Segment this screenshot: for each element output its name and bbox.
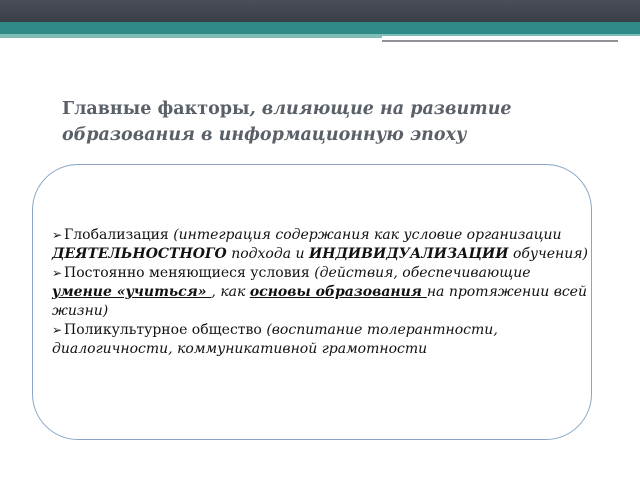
arrowhead-bullet-icon: ➢	[52, 323, 63, 337]
item-emphasis: ИНДИВИДУАЛИЗАЦИИ	[309, 246, 509, 262]
item-lead: Поликультурное общество	[64, 322, 267, 338]
arrowhead-bullet-icon: ➢	[52, 228, 63, 242]
item-text: (интеграция содержания как условие организации	[173, 227, 562, 243]
title-italic: , влияющие на развитие образования в информационную эпоху	[62, 99, 512, 145]
item-text: подхода и	[226, 246, 309, 262]
item-text: (воспитание толерантности, диалогичности, коммуникативной грамотности	[52, 322, 498, 357]
top-dark-bar	[0, 0, 640, 22]
item-text: на протяжении всей жизни)	[52, 284, 587, 319]
list-item	[52, 226, 592, 264]
decor-line-gray	[382, 40, 618, 42]
item-text: (действия, обеспечивающие	[314, 265, 531, 281]
arrowhead-bullet-icon: ➢	[52, 266, 63, 280]
factors-list	[52, 226, 592, 359]
item-emphasis: умение «учиться»	[52, 284, 212, 300]
top-teal-bar	[0, 22, 640, 34]
list-item	[52, 321, 592, 359]
item-emphasis: ДЕЯТЕЛЬНОСТНОГО	[52, 246, 227, 262]
title-bold: Главные факторы	[62, 99, 250, 119]
item-lead: Глобализация	[64, 227, 174, 243]
list-item	[52, 264, 592, 321]
item-text: , как	[211, 284, 250, 300]
item-lead: Постоянно меняющиеся условия	[64, 265, 315, 281]
slide-title	[62, 96, 582, 148]
item-emphasis: основы образования	[249, 284, 427, 300]
decor-line-white	[382, 36, 640, 39]
item-text: обучения)	[508, 246, 589, 262]
